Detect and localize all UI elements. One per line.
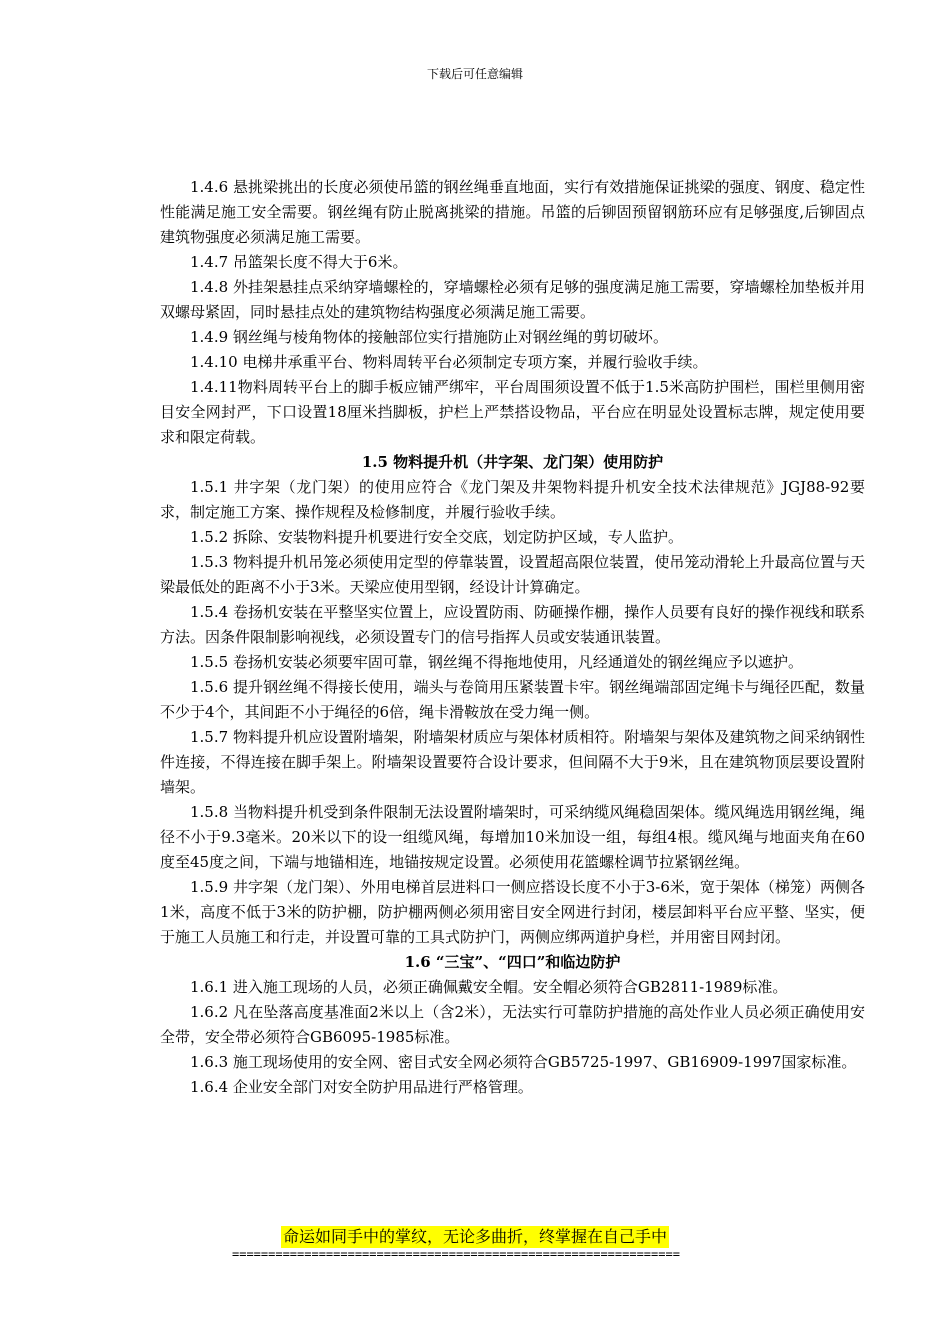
paragraph-1-5-8: 1.5.8 当物料提升机受到条件限制无法设置附墙架时，可采纳缆风绳稳固架体。缆风绳选用钢丝绳，绳径不小于9.3毫米。20米以下的设一组缆风绳，每增加10米加设一组，每组4根。缆风绳与地面夹角在60度至45度之间，下端与地锚相连，地锚按规定设置。必须使用花篮螺栓调节拉紧钢丝绳。 <box>160 803 865 871</box>
paragraph-1-5-9: 1.5.9 井字架（龙门架）、外用电梯首层进料口一侧应搭设长度不小于3-6米，宽于架体（梯笼）两侧各1米，高度不低于3米的防护棚，防护棚两侧必须用密目安全网进行封闭，楼层卸料平台应平整、坚实，便于施工人员施工和行走，并设置可靠的工具式防护门，两侧应绑两道护身栏，并用密目网封闭。 <box>160 878 865 946</box>
paragraph-1-5-3: 1.5.3 物料提升机吊笼必须使用定型的停靠装置，设置超高限位装置，使吊笼动滑轮上升最高位置与天梁最低处的距离不小于3米。天梁应使用型钢，经设计计算确定。 <box>160 553 865 596</box>
paragraph-1-6-2: 1.6.2 凡在坠落高度基准面2米以上（含2米），无法实行可靠防护措施的高处作业人员必须正确使用安全带，安全带必须符合GB6095-1985标准。 <box>160 1003 865 1046</box>
paragraph-1-4-6: 1.4.6 悬挑梁挑出的长度必须使吊篮的钢丝绳垂直地面，实行有效措施保证挑梁的强度、钢度、稳定性性能满足施工安全需要。钢丝绳有防止脱离挑梁的措施。吊篮的后铆固预留钢筋环应有足够强度,后铆固点建筑物强度必须满足施工需要。 <box>160 178 865 246</box>
section-heading-1-6: 1.6 “三宝”、“四口”和临边防护 <box>404 953 621 971</box>
page-footer <box>0 1226 950 1248</box>
paragraph-1-4-11: 1.4.11物料周转平台上的脚手板应铺严绑牢，平台周围须设置不低于1.5米高防护围栏，围栏里侧用密目安全网封严，下口设置18厘米挡脚板，护栏上严禁搭设物品，平台应在明显处设置标志牌，规定使用要求和限定荷载。 <box>160 378 865 446</box>
paragraph-1-5-2: 1.5.2 拆除、安装物料提升机要进行安全交底，划定防护区域，专人监护。 <box>190 528 683 546</box>
document-body <box>160 175 865 1100</box>
paragraph-1-6-1: 1.6.1 进入施工现场的人员，必须正确佩戴安全帽。安全帽必须符合GB2811-1989标准。 <box>190 978 788 996</box>
paragraph-1-5-4: 1.5.4 卷扬机安装在平整坚实位置上，应设置防雨、防砸操作棚，操作人员要有良好的操作视线和联系方法。因条件限制影响视线，必须设置专门的信号指挥人员或安装通讯装置。 <box>160 603 865 646</box>
page-header: 下载后可任意编辑 <box>426 67 523 81</box>
section-heading-1-5: 1.5 物料提升机（井字架、龙门架）使用防护 <box>361 453 664 471</box>
footer-divider: ============================================================== <box>232 1247 680 1261</box>
paragraph-1-4-8: 1.4.8 外挂架悬挂点采纳穿墙螺栓的，穿墙螺栓必须有足够的强度满足施工需要，穿墙螺栓加垫板并用双螺母紧固，同时悬挂点处的建筑物结构强度必须满足施工需要。 <box>160 278 865 321</box>
paragraph-1-5-5: 1.5.5 卷扬机安装必须要牢固可靠，钢丝绳不得拖地使用，凡经通道处的钢丝绳应予以遮护。 <box>190 653 803 671</box>
paragraph-1-4-7: 1.4.7 吊篮架长度不得大于6米。 <box>190 253 408 271</box>
paragraph-1-6-3: 1.6.3 施工现场使用的安全网、密目式安全网必须符合GB5725-1997、GB16909-1997国家标准。 <box>190 1053 857 1071</box>
paragraph-1-5-7: 1.5.7 物料提升机应设置附墙架，附墙架材质应与架体材质相符。附墙架与架体及建筑物之间采纳钢性件连接，不得连接在脚手架上。附墙架设置要符合设计要求，但间隔不大于9米，且在建筑物顶层要设置附墙架。 <box>160 728 865 796</box>
paragraph-1-5-1: 1.5.1 井字架（龙门架）的使用应符合《龙门架及井架物料提升机安全技术法律规范》JGJ88-92要求，制定施工方案、操作规程及检修制度，并履行验收手续。 <box>160 478 865 521</box>
paragraph-1-6-4: 1.6.4 企业安全部门对安全防护用品进行严格管理。 <box>190 1078 533 1096</box>
footer-motto: 命运如同手中的掌纹，无论多曲折，终掌握在自己手中 <box>282 1227 667 1246</box>
paragraph-1-5-6: 1.5.6 提升钢丝绳不得接长使用，端头与卷筒用压紧装置卡牢。钢丝绳端部固定绳卡与绳径匹配，数量不少于4个，其间距不小于绳径的6倍，绳卡滑鞍放在受力绳一侧。 <box>160 678 865 721</box>
paragraph-1-4-9: 1.4.9 钢丝绳与棱角物体的接触部位实行措施防止对钢丝绳的剪切破坏。 <box>190 328 668 346</box>
paragraph-1-4-10: 1.4.10 电梯井承重平台、物料周转平台必须制定专项方案，并履行验收手续。 <box>190 353 708 371</box>
